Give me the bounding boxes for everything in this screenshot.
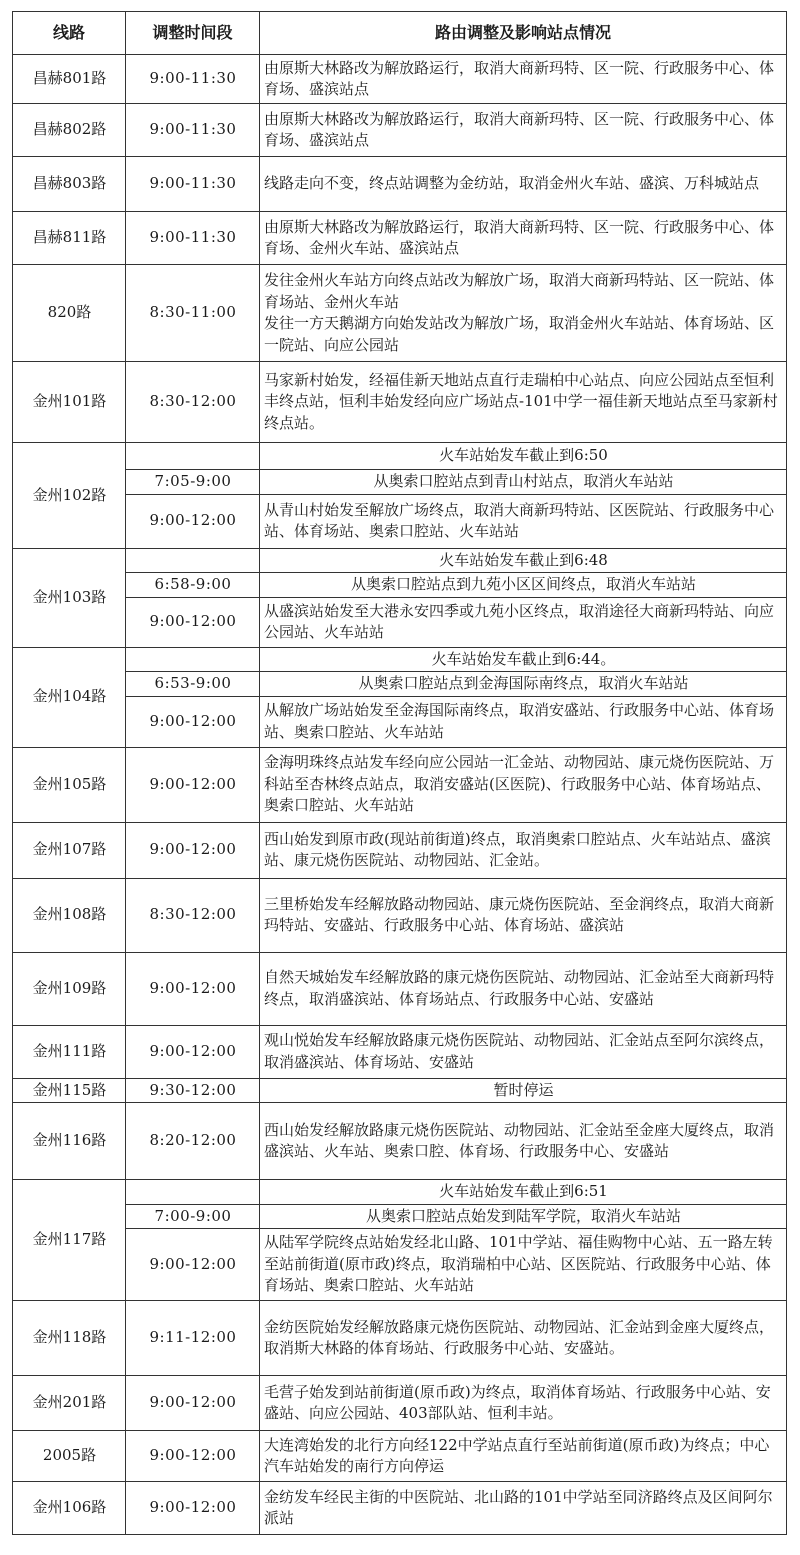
time-cell: 8:30-11:00: [126, 265, 260, 362]
time-cell: 7:00-9:00: [126, 1204, 260, 1229]
time-cell: 8:30-12:00: [126, 878, 260, 952]
detail-cell: [260, 104, 787, 157]
route-cell: 昌赫802路: [13, 104, 126, 157]
time-cell: [126, 443, 260, 470]
detail-cell: [260, 55, 787, 104]
time-cell: 9:00-12:00: [126, 952, 260, 1025]
detail-cell: [260, 573, 787, 598]
table-row: [13, 55, 787, 104]
table-row: [13, 470, 787, 495]
time-cell: [126, 647, 260, 672]
time-cell: 9:00-12:00: [126, 1025, 260, 1078]
table-row: [13, 212, 787, 265]
time-cell: 9:00-12:00: [126, 1482, 260, 1535]
table-row: [13, 1204, 787, 1229]
time-cell: 9:00-11:30: [126, 104, 260, 157]
detail-text: 从解放广场站始发至金海国际南终点，取消安盛站、行政服务中心站、体育场站、奥索口腔站、火车站站: [264, 701, 775, 741]
route-cell: 金州111路: [13, 1025, 126, 1078]
detail-text: 自然天城始发车经解放路的康元烧伤医院站、动物园站、汇金站至大商新玛特终点，取消盛滨站、体育场站点、行政服务中心站、安盛站: [264, 968, 775, 1008]
route-cell: 金州116路: [13, 1103, 126, 1180]
detail-cell: [260, 878, 787, 952]
detail-text: 金海明珠终点站发车经向应公园站一汇金站、动物园站、康元烧伤医院站、万科站至杏林终点站点，取消安盛站(区医院)、行政服务中心站、体育场站点、奥索口腔站、火车站站: [264, 753, 775, 815]
time-cell: 6:58-9:00: [126, 573, 260, 598]
detail-text: 从奥索口腔站点始发到陆军学院，取消火车站站: [365, 1206, 681, 1225]
table-row: [13, 1078, 787, 1103]
detail-text: 从陆军学院终点站始发经北山路、101中学站、福佳购物中心站、五一路左转至站前街道(原市政)终点，取消瑞柏中心站、区医院站、行政服务中心站、体育场站、奥索口腔站、火车站站: [264, 1233, 773, 1295]
detail-cell: [260, 157, 787, 212]
route-cell: 金州102路: [13, 443, 126, 549]
detail-text: 火车站始发车截止到6:44。: [431, 649, 616, 668]
route-cell: 金州105路: [13, 747, 126, 822]
time-cell: 9:30-12:00: [126, 1078, 260, 1103]
time-cell: 9:00-12:00: [126, 747, 260, 822]
detail-cell: [260, 1376, 787, 1431]
table-row: [13, 573, 787, 598]
time-cell: 9:00-12:00: [126, 597, 260, 647]
detail-cell: [260, 265, 787, 362]
table-row: [13, 104, 787, 157]
time-cell: 9:00-12:00: [126, 822, 260, 878]
table-row: [13, 952, 787, 1025]
table-row: [13, 878, 787, 952]
time-cell: 9:00-12:00: [126, 1431, 260, 1482]
detail-text: 由原斯大林路改为解放路运行，取消大商新玛特、区一院、行政服务中心、体育场、盛滨站点: [264, 109, 775, 149]
table-body: [13, 55, 787, 1535]
table-row: [13, 362, 787, 443]
route-cell: 金州118路: [13, 1301, 126, 1376]
detail-text: 火车站始发车截止到6:48: [439, 550, 608, 569]
table-row: [13, 548, 787, 573]
detail-cell: [260, 822, 787, 878]
detail-text: 大连湾始发的北行方向经122中学站点直行至站前街道(原币政)为终点；中心汽车站始发的南行方向停运: [264, 1435, 770, 1475]
time-cell: 7:05-9:00: [126, 470, 260, 495]
route-adjustment-table: [12, 11, 787, 1535]
detail-text: 西山始发经解放路康元烧伤医院站、动物园站、汇金站至金座大厦终点，取消盛滨站、火车站、奥索口腔、体育场、行政服务中心、安盛站: [264, 1120, 775, 1160]
detail-text: 从奥索口腔站点到金海国际南终点，取消火车站站: [358, 674, 689, 692]
detail-text: 毛营子始发到站前街道(原币政)为终点，取消体育场站、行政服务中心站、安盛站、向应公园站、403部队站、恒利丰站。: [264, 1382, 771, 1422]
route-cell: 金州106路: [13, 1482, 126, 1535]
detail-cell: [260, 1204, 787, 1229]
detail-text: 发往金州火车站方向终点站改为解放广场，取消大商新玛特站、区一院站、体育场站、金州火车站: [264, 271, 775, 311]
table-row: [13, 1301, 787, 1376]
detail-text: 从奥索口腔站点到青山村站点，取消火车站站: [373, 472, 674, 490]
detail-cell: [260, 1025, 787, 1078]
route-cell: 金州117路: [13, 1180, 126, 1301]
header-route: 线路: [13, 12, 126, 55]
time-cell: 9:00-11:30: [126, 55, 260, 104]
route-cell: 金州104路: [13, 647, 126, 747]
time-cell: [126, 1180, 260, 1205]
table-row: [13, 265, 787, 362]
route-cell: 昌赫801路: [13, 55, 126, 104]
detail-cell: [260, 1229, 787, 1301]
detail-text: 马家新村始发，经福佳新天地站点直行走瑞柏中心站点、向应公园站点至恒利丰终点站，恒利丰始发经向应广场站点-101中学一福佳新天地站点至马家新村终点站。: [264, 370, 778, 432]
detail-text: 从青山村始发至解放广场终点，取消大商新玛特站、区医院站、行政服务中心站、体育场站、奥索口腔站、火车站站: [264, 500, 775, 540]
detail-cell: [260, 1482, 787, 1535]
time-cell: [126, 548, 260, 573]
detail-cell: [260, 696, 787, 747]
detail-cell: [260, 1301, 787, 1376]
table-row: [13, 1431, 787, 1482]
time-cell: 9:11-12:00: [126, 1301, 260, 1376]
table-row: [13, 672, 787, 697]
detail-text: 从奥索口腔站点到九苑小区区间终点，取消火车站站: [350, 575, 696, 593]
header-row: [13, 12, 787, 55]
detail-cell: [260, 494, 787, 548]
detail-cell: [260, 672, 787, 697]
table-row: [13, 597, 787, 647]
detail-text: 暂时停运: [493, 1080, 554, 1099]
route-cell: 金州109路: [13, 952, 126, 1025]
detail-text: 金纺发车经民主街的中医院站、北山路的101中学站至同济路终点及区间阿尔派站: [264, 1487, 773, 1527]
detail-cell: [260, 1103, 787, 1180]
time-cell: 6:53-9:00: [126, 672, 260, 697]
table-row: [13, 747, 787, 822]
route-cell: 金州103路: [13, 548, 126, 647]
table-row: [13, 157, 787, 212]
table-row: [13, 1482, 787, 1535]
detail-cell: [260, 647, 787, 672]
time-cell: 9:00-12:00: [126, 696, 260, 747]
table-row: [13, 1180, 787, 1205]
table-row: [13, 1229, 787, 1301]
table-row: [13, 494, 787, 548]
header-time: 调整时间段: [126, 12, 260, 55]
detail-text: 由原斯大林路改为解放路运行，取消大商新玛特、区一院、行政服务中心、体育场、金州火车站、盛滨站点: [264, 217, 775, 257]
table-row: [13, 647, 787, 672]
detail-cell: [260, 1078, 787, 1103]
detail-cell: [260, 1180, 787, 1205]
detail-cell: [260, 362, 787, 443]
detail-cell: [260, 548, 787, 573]
table-row: [13, 443, 787, 470]
route-cell: 昌赫811路: [13, 212, 126, 265]
route-cell: 金州108路: [13, 878, 126, 952]
time-cell: 9:00-11:30: [126, 212, 260, 265]
time-cell: 8:30-12:00: [126, 362, 260, 443]
route-cell: 金州201路: [13, 1376, 126, 1431]
detail-cell: [260, 470, 787, 495]
header-detail: 路由调整及影响站点情况: [260, 12, 787, 55]
table-row: [13, 1103, 787, 1180]
detail-text: 观山悦始发车经解放路康元烧伤医院站、动物园站、汇金站点至阿尔滨终点，取消盛滨站、体育场站、安盛站: [264, 1031, 775, 1071]
detail-text: 西山始发到原市政(现站前街道)终点，取消奥索口腔站点、火车站站点、盛滨站、康元烧伤医院站、动物园站、汇金站。: [264, 829, 771, 869]
time-cell: 9:00-12:00: [126, 1376, 260, 1431]
route-cell: 820路: [13, 265, 126, 362]
detail-cell: [260, 952, 787, 1025]
route-cell: 昌赫803路: [13, 157, 126, 212]
detail-text: 线路走向不变，终点站调整为金纺站，取消金州火车站、盛滨、万科城站点: [264, 174, 760, 193]
table-row: [13, 1025, 787, 1078]
time-cell: 8:20-12:00: [126, 1103, 260, 1180]
time-cell: 9:00-12:00: [126, 494, 260, 548]
route-cell: 金州101路: [13, 362, 126, 443]
time-cell: 9:00-12:00: [126, 1229, 260, 1301]
route-cell: 金州107路: [13, 822, 126, 878]
table-row: [13, 822, 787, 878]
detail-cell: [260, 597, 787, 647]
detail-text: 金纺医院始发经解放路康元烧伤医院站、动物园站、汇金站到金座大厦终点，取消斯大林路的体育场站、行政服务中心站、安盛站。: [264, 1317, 775, 1357]
table-row: [13, 1376, 787, 1431]
detail-text: 从盛滨站始发至大港永安四季或九苑小区终点，取消途径大商新玛特站、向应公园站、火车站站: [264, 601, 775, 641]
table-row: [13, 696, 787, 747]
detail-cell: [260, 212, 787, 265]
detail-text-secondary: 发往一方天鹅湖方向始发站改为解放广场，取消金州火车站站、体育场站、区一院站、向应公园站: [264, 314, 775, 354]
route-cell: 金州115路: [13, 1078, 126, 1103]
time-cell: 9:00-11:30: [126, 157, 260, 212]
detail-cell: [260, 747, 787, 822]
detail-text: 由原斯大林路改为解放路运行，取消大商新玛特、区一院、行政服务中心、体育场、盛滨站点: [264, 58, 775, 98]
detail-cell: [260, 443, 787, 470]
route-cell: 2005路: [13, 1431, 126, 1482]
detail-cell: [260, 1431, 787, 1482]
detail-text: 火车站始发车截止到6:50: [439, 446, 608, 465]
detail-text: 三里桥始发车经解放路动物园站、康元烧伤医院站、至金润终点，取消大商新玛特站、安盛站、行政服务中心站、体育场站、盛滨站: [264, 894, 775, 934]
detail-text: 火车站始发车截止到6:51: [439, 1182, 608, 1200]
